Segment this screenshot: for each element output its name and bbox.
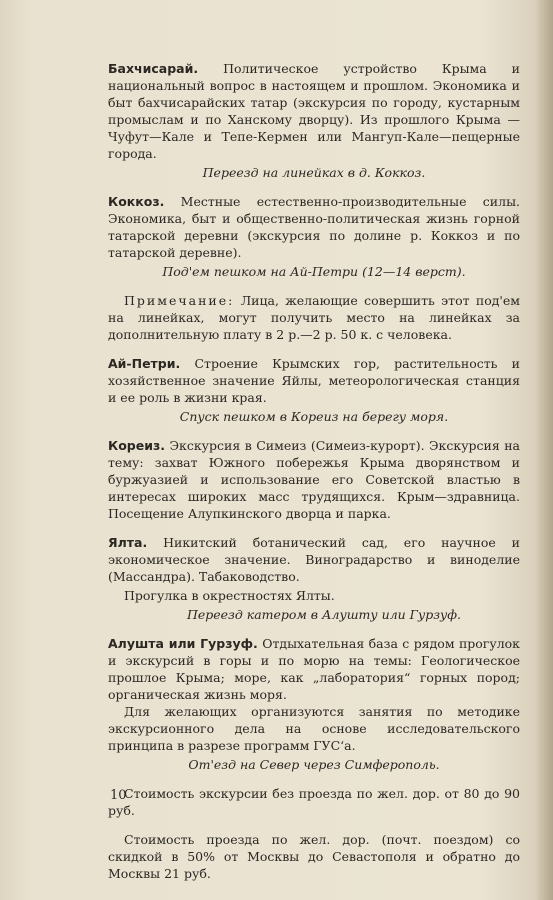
cost-block-travel [108,831,520,882]
section-text: Политическое устройство Крыма и национальный вопрос в настоящем и прошлом. Экономика и быт бахчисарайских татар (экскурсия по городу, кустарным промыслам и по Ханскому дворцу). Из прошлого Крыма — Чуфут—Кале и Тепе-Кермен или Мангуп-Кале—пещерные города. [108,61,520,161]
section-ai-petri [108,355,520,425]
route-line: Переезд на линейках в д. Коккоз. [202,165,426,180]
route-line: Под'ем пешком на Ай-Петри (12—14 верст). [162,264,466,279]
section-heading: Ялта. [108,535,148,550]
cost-travel: Стоимость проезда по жел. дор. (почт. поездом) со скидкой в 50% от Москвы до Севастополя и обратно до Москвы 21 руб. [108,832,520,881]
page-number: 10 [110,788,127,803]
section-text: Экскурсия в Симеиз (Симеиз-курорт). Экскурсия на тему: захват Южного побережья Крыма дворянством и буржуазией и использование его Советской властью в интересах широких масс трудящихся. Крым—здравница. Посещение Алупкинского дворца и парка. [108,438,521,521]
cost-block [108,785,520,819]
section-kokkoz [108,193,520,280]
note-label: Примечание: [124,293,235,308]
section-alushta [108,635,520,773]
section-text: Отдыхательная база с рядом прогулок и экскурсий в горы и по морю на темы: Геологическое прошлое Крыма; море, как „лаборатория“ горных пород; органическая жизнь моря. [108,636,520,702]
section-heading: Ай-Петри. [108,356,181,371]
section-heading: Кореиз. [108,438,166,453]
cost-tour: Стоимость экскурсии без проезда по жел. дор. от 80 до 90 руб. [108,786,520,818]
section-text: Строение Крымских гор, растительность и хозяйственное значение Яйлы, метеорологическая станция и ее роль в жизни края. [108,356,520,405]
page-edge-shadow [535,0,553,900]
section-extra: Для желающих организуются занятия по методике экскурсионного дела на основе исследовательского принципа в разрезе программ ГУС‘а. [108,704,520,753]
section-text: Никитский ботанический сад, его научное и экономическое значение. Виноградарство и виноделие (Массандра). Табаководство. [108,535,520,584]
section-extra: Прогулка в окрестностях Ялты. [124,588,335,603]
section-heading: Бахчисарай. [108,61,199,76]
document-body [108,60,520,894]
route-line: От'езд на Север через Симферополь. [188,757,440,772]
route-line: Переезд катером в Алушту или Гурзуф. [186,607,462,622]
section-bakhchisaray [108,60,520,181]
route-line: Спуск пешком в Кореиз на берегу моря. [179,409,449,424]
section-heading: Коккоз. [108,194,165,209]
section-yalta [108,534,520,623]
section-koreiz [108,437,520,522]
section-heading: Алушта или Гурзуф. [108,636,258,651]
section-text: Местные естественно-производительные силы. Экономика, быт и общественно-политическая жизнь горной татарской деревни (экскурсия по долине р. Коккоз и по татарской деревне). [108,194,520,260]
note-block [108,292,520,343]
note-text: Лица, желающие совершить этот под'ем на линейках, могут получить место на линейках за дополнительную плату в 2 р.—2 р. 50 к. с человека. [108,293,520,342]
